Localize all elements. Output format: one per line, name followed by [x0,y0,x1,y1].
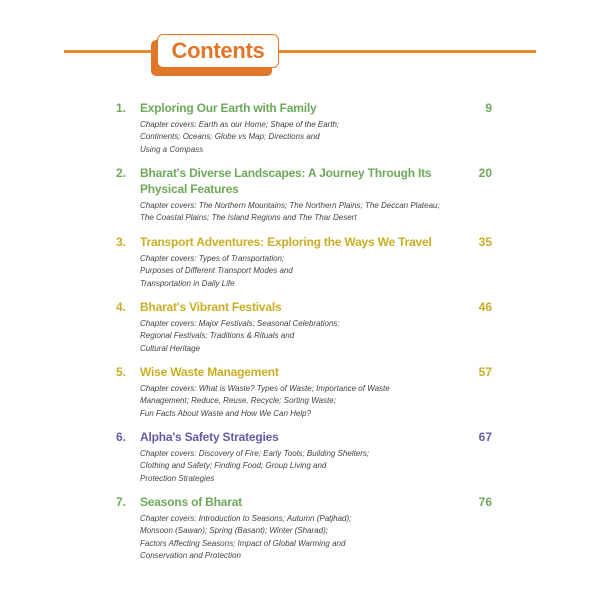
chapter-title[interactable]: Alpha's Safety Strategies [140,430,279,444]
toc-entry[interactable] [112,494,492,564]
toc-entry[interactable] [112,299,492,364]
header-rule-left [64,50,158,53]
chapter-number: 5. [116,365,127,379]
toc-entry[interactable] [112,165,492,234]
chapter-description: Chapter covers: Introduction to Seasons; Autumn (Patjhad); Monsoon (Sawan); Spring (Basant); Winter (Sharad); Factors Affecting Seasons; Impact of Global Warming and Conservation and Protection [140,514,352,561]
chapter-page-number: 35 [478,235,492,249]
page-title: Contents [171,38,265,63]
chapter-number: 3. [116,235,127,249]
chapter-number: 7. [116,495,127,509]
chapter-title[interactable]: Seasons of Bharat [140,495,242,509]
chapter-title[interactable]: Bharat's Diverse Landscapes: A Journey Through Its Physical Features [140,166,432,196]
table-of-contents [112,100,492,564]
chapter-description: Chapter covers: Earth as our Home; Shape of the Earth; Continents; Oceans; Globe vs Map; Directions and Using a Compass [140,120,340,154]
chapter-number: 4. [116,300,127,314]
chapter-title[interactable]: Wise Waste Management [140,365,279,379]
chapter-title[interactable]: Transport Adventures: Exploring the Ways We Travel [140,235,432,249]
toc-entry[interactable] [112,234,492,299]
chapter-page-number: 67 [478,430,492,444]
chapter-number: 6. [116,430,127,444]
chapter-page-number: 9 [485,101,492,115]
toc-entry[interactable] [112,364,492,429]
heading-tab [157,34,279,68]
chapter-number: 2. [116,166,127,180]
chapter-description: Chapter covers: What is Waste? Types of Waste; Importance of Waste Management; Reduce, Reuse, Recycle; Sorting Waste; Fun Facts About Waste and How We Can Help? [140,384,390,418]
header-rule-right [276,50,536,53]
chapter-description: Chapter covers: The Northern Mountains; The Northern Plains; The Deccan Plateau; The Coastal Plains; The Island Regions and The Thar Desert [140,201,440,223]
toc-entry[interactable] [112,100,492,165]
chapter-description: Chapter covers: Types of Transportation; Purposes of Different Transport Modes and Transportation in Daily Life [140,254,293,288]
chapter-title[interactable]: Bharat's Vibrant Festivals [140,300,282,314]
chapter-number: 1. [116,101,127,115]
toc-entry[interactable] [112,429,492,494]
chapter-page-number: 46 [478,300,492,314]
chapter-description: Chapter covers: Major Festivals; Seasonal Celebrations; Regional Festivals; Traditions & Rituals and Cultural Heritage [140,319,340,353]
chapter-page-number: 20 [478,166,492,180]
chapter-page-number: 76 [478,495,492,509]
chapter-description: Chapter covers: Discovery of Fire; Early Tools; Building Shelters; Clothing and Safety; Finding Food; Group Living and Protection Strategies [140,449,370,483]
chapter-title[interactable]: Exploring Our Earth with Family [140,101,317,115]
chapter-page-number: 57 [478,365,492,379]
